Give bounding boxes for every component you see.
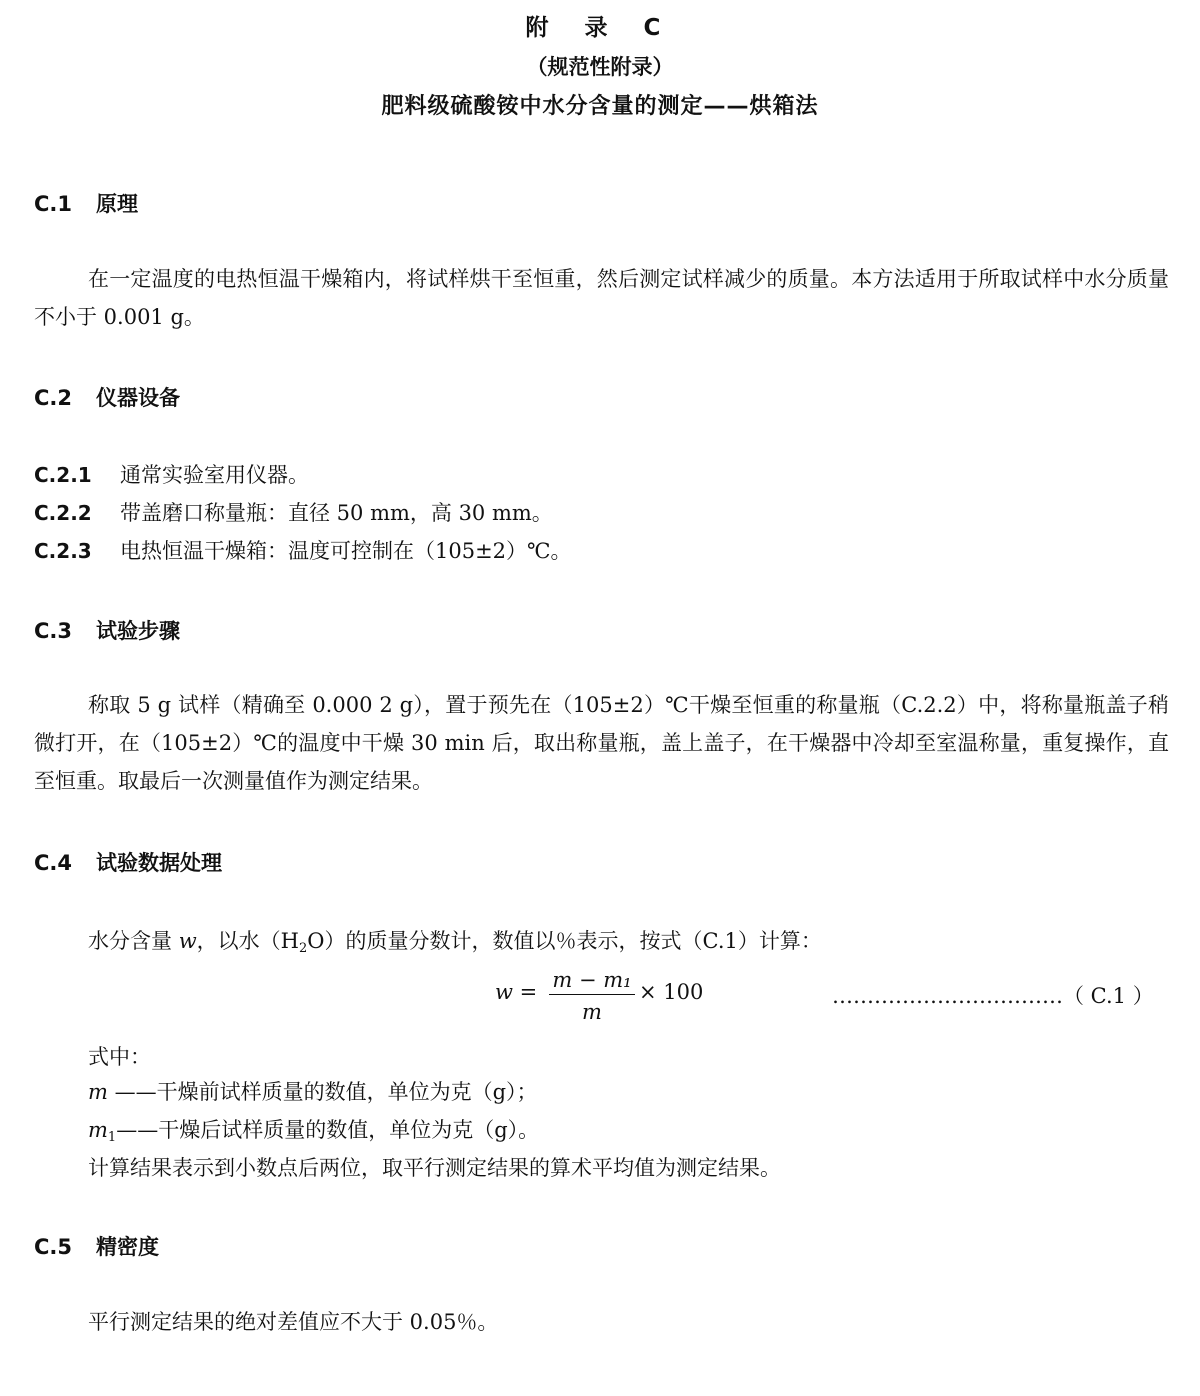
section-number: C.1: [34, 192, 73, 216]
item-number: C.2.3: [34, 539, 92, 563]
section-title: 原理: [96, 192, 138, 216]
equation-number: [832, 980, 1154, 1010]
where-label: 式中：: [88, 1045, 151, 1069]
leader-dots: ……………………………: [832, 984, 1063, 1008]
section-title: 试验步骤: [96, 619, 180, 643]
section-c4-intro: 水分含量 w，以水（H2O）的质量分数计，数值以％表示，按式（C.1）计算：: [88, 929, 822, 956]
item-number: C.2.2: [34, 501, 92, 525]
section-c4-heading: [34, 847, 222, 877]
section-c2-heading: [34, 382, 180, 412]
list-item: [34, 535, 572, 565]
formula-lhs: w =: [495, 980, 538, 1004]
item-text: 通常实验室用仪器。: [120, 463, 309, 487]
annex-nature: （规范性附录）: [526, 55, 674, 79]
section-title: 仪器设备: [96, 386, 180, 410]
formula-numerator: m − m₁: [552, 968, 632, 992]
annex-title: 附 录 C: [525, 15, 675, 41]
variable-definition: m1——干燥后试样质量的数值，单位为克（g）。: [88, 1118, 540, 1145]
section-number: C.3: [34, 619, 73, 643]
section-number: C.4: [34, 851, 73, 875]
calculation-note: 计算结果表示到小数点后两位，取平行测定结果的算术平均值为测定结果。: [88, 1156, 781, 1180]
fraction-bar: [549, 994, 635, 995]
annex-subject: 肥料级硫酸铵中水分含量的测定——烘箱法: [381, 94, 819, 119]
section-c3-heading: [34, 615, 180, 645]
formula-rhs: × 100: [639, 980, 704, 1004]
equation-label: （ C.1 ）: [1063, 984, 1154, 1008]
item-number: C.2.1: [34, 463, 92, 487]
item-text: 带盖磨口称量瓶：直径 50 mm，高 30 mm。: [120, 501, 553, 525]
variable-definition: m ——干燥前试样质量的数值，单位为克（g）；: [88, 1080, 538, 1104]
section-number: C.5: [34, 1235, 73, 1259]
section-c1-body: 在一定温度的电热恒温干燥箱内，将试样烘干至恒重，然后测定试样减少的质量。本方法适用于所取试样中水分质量不小于 0.001 g。: [34, 267, 1169, 329]
section-title: 精密度: [96, 1235, 159, 1259]
formula-denominator: m: [582, 1000, 602, 1024]
list-item: [34, 497, 553, 527]
section-c3-body: 称取 5 g 试样（精确至 0.000 2 g），置于预先在（105±2）℃干燥至恒重的称量瓶（C.2.2）中，将称量瓶盖子稍微打开，在（105±2）℃的温度中干燥 30 min 后，取出称量瓶，盖上盖子，在干燥器中冷却至室温称量，重复操作，直至恒重。取最后一次测量值作为测定结果。: [34, 693, 1169, 793]
section-c5-heading: [34, 1231, 159, 1261]
variable-w: w: [178, 929, 197, 953]
section-number: C.2: [34, 386, 73, 410]
section-c5-body: 平行测定结果的绝对差值应不大于 0.05％。: [88, 1310, 499, 1334]
section-c1-heading: [34, 188, 138, 218]
list-item: [34, 459, 309, 489]
item-text: 电热恒温干燥箱：温度可控制在（105±2）℃。: [120, 539, 572, 563]
section-title: 试验数据处理: [96, 851, 222, 875]
